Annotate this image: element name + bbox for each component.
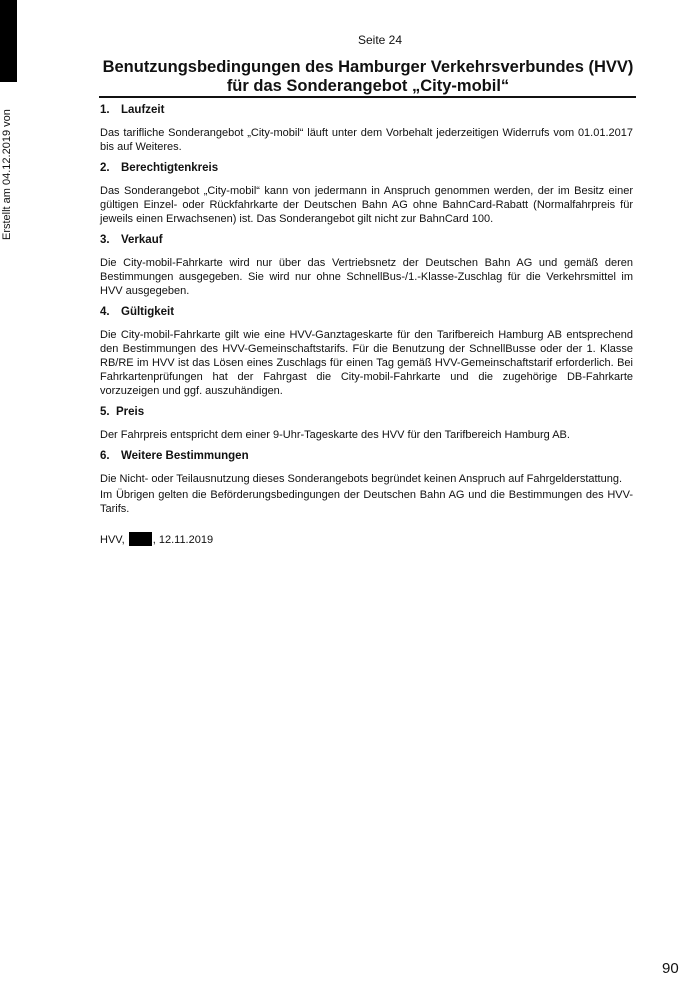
- section-number: 6.: [100, 450, 110, 462]
- section-paragraph: Die City-mobil-Fahrkarte gilt wie eine HVV-Ganztageskarte für den Tarifbereich Hamburg AB entsprechend den Bestimmungen des HVV-Gemeinschaftstarifs. Für die Benutzung der SchnellBusse oder der 1. Klasse RB/RE im HVV ist das Lösen eines Zuschlags für einen Tag gemäß HVV-Gemeinschaftstarif erforderlich. Bei Fahrkartenprüfungen hat der Fahrgast die City-mobil-Fahrkarte und die zugehörige DB-Fahrkarte vorzuzeigen und ggf. auszuhändigen.: [100, 329, 633, 397]
- section-gueltigkeit: [100, 305, 633, 398]
- section-title: Gültigkeit: [121, 306, 175, 318]
- section-title: Berechtigtenkreis: [121, 162, 219, 174]
- section-weitere-bestimmungen: [100, 449, 633, 516]
- section-paragraph: Die Nicht- oder Teilausnutzung dieses Sonderangebots begründet keinen Anspruch auf Fahrgelderstattung.: [100, 473, 623, 485]
- section-paragraph: Der Fahrpreis entspricht dem einer 9-Uhr-Tageskarte des HVV für den Tarifbereich Hamburg AB.: [100, 429, 570, 441]
- section-heading: [100, 405, 633, 419]
- page-label: Seite 24: [357, 33, 403, 47]
- document-body: [100, 103, 633, 547]
- section-number: 5.: [100, 406, 110, 418]
- title-rule: [99, 96, 636, 98]
- section-number: 1.: [100, 104, 110, 116]
- section-berechtigtenkreis: [100, 161, 633, 226]
- section-title: Verkauf: [121, 234, 163, 246]
- section-verkauf: [100, 233, 633, 298]
- section-laufzeit: [100, 103, 633, 154]
- section-heading: [100, 233, 633, 247]
- section-heading: [100, 449, 633, 463]
- title-line-2: für das Sonderangebot „City-mobil“: [226, 77, 510, 95]
- section-heading: [100, 103, 633, 117]
- signature-line: [100, 532, 633, 547]
- signature-prefix: HVV,: [100, 534, 125, 546]
- creation-stamp: Erstellt am 04.12.2019 von: [1, 109, 13, 240]
- section-paragraph: Die City-mobil-Fahrkarte wird nur über das Vertriebsnetz der Deutschen Bahn AG und gemäß deren Bestimmungen ausgegeben. Sie wird nur ohne SchnellBus-/1.-Klasse-Zuschlag für die Verkehrsmittel im HVV ausgegeben.: [100, 257, 633, 297]
- page-number: 90: [662, 960, 679, 977]
- document-title: [100, 58, 636, 96]
- section-title: Laufzeit: [121, 104, 165, 116]
- section-title: Weitere Bestimmungen: [121, 450, 249, 462]
- section-paragraph: Das Sonderangebot „City-mobil“ kann von jedermann in Anspruch genommen werden, der im Besitz einer gültigen Einzel- oder Rückfahrkarte der Deutschen Bahn AG ohne BahnCard-Rabatt (Normalfahrpreis für jeweils einen Erwachsenen) ist. Das Sonderangebot gilt nicht zur BahnCard 100.: [100, 185, 633, 225]
- section-title: Preis: [116, 406, 145, 418]
- redaction-block: [129, 532, 152, 546]
- section-number: 4.: [100, 306, 110, 318]
- signature-date: , 12.11.2019: [152, 534, 214, 546]
- section-paragraph: Das tarifliche Sonderangebot „City-mobil“ läuft unter dem Vorbehalt jederzeitigen Widerrufs vom 01.01.2017 bis auf Weiteres.: [100, 127, 633, 153]
- section-number: 3.: [100, 234, 110, 246]
- title-line-1: Benutzungsbedingungen des Hamburger Verkehrsverbundes (HVV): [102, 58, 634, 76]
- section-number: 2.: [100, 162, 110, 174]
- section-heading: [100, 305, 633, 319]
- section-heading: [100, 161, 633, 175]
- section-paragraph: Im Übrigen gelten die Beförderungsbedingungen der Deutschen Bahn AG und die Bestimmungen des HVV-Tarifs.: [100, 489, 633, 515]
- section-preis: [100, 405, 633, 442]
